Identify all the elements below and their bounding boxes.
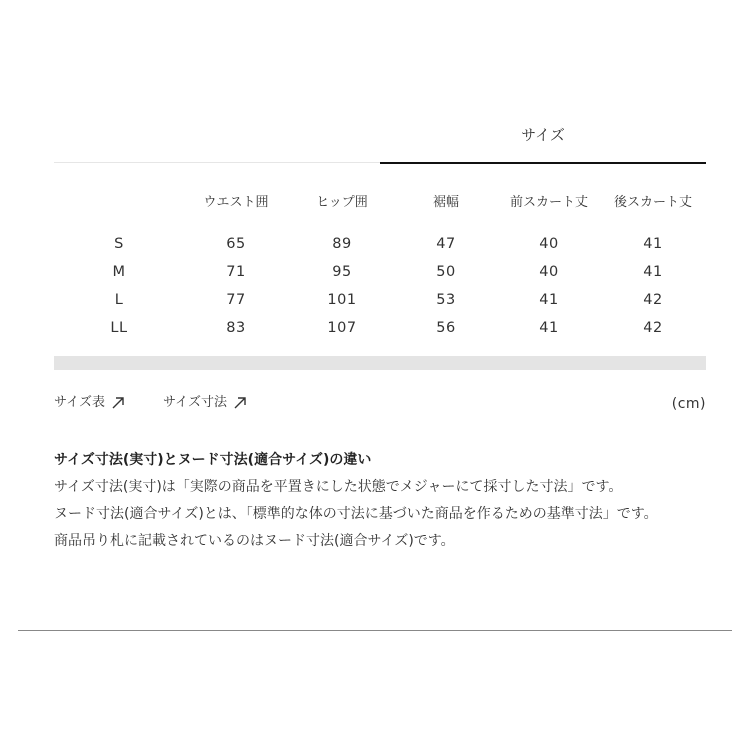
size-table [54,186,706,342]
table-header-hem-width: 裾幅 [432,195,459,210]
note-paragraph: ヌード寸法(適合サイズ)とは、「標準的な体の寸法に基づいた商品を作るための基準寸法」です。 [54,506,658,522]
table-cell: 107 [327,320,357,336]
note-paragraph: 商品吊り札に記載されているのはヌード寸法(適合サイズ)です。 [54,533,455,549]
table-cell: 53 [436,292,456,308]
table-cell: 42 [643,292,663,308]
table-header-back-length: 後スカート丈 [613,195,692,210]
size-note [54,446,714,557]
table-cell: 71 [226,264,246,280]
size-chart-link[interactable] [54,392,125,414]
section-divider [18,630,732,631]
table-cell: 50 [436,264,456,280]
table-header-front-length: 前スカート丈 [509,195,588,210]
table-header-waist: ウエスト囲 [203,195,269,210]
table-cell-size: L [114,292,124,308]
table-horizontal-scrollbar[interactable] [54,356,706,370]
table-cell: 47 [436,236,456,252]
note-title: サイズ寸法(実寸)とヌード寸法(適合サイズ)の違い [54,452,372,468]
note-paragraph: サイズ寸法(実寸)は「実際の商品を平置きにした状態でメジャーにて採寸した寸法」です。 [54,479,623,495]
size-dimensions-link-label: サイズ寸法 [163,395,227,410]
size-dimensions-link[interactable] [163,392,247,414]
unit-label: (cm) [671,396,706,412]
size-chart-link-label: サイズ表 [54,395,105,410]
table-cell: 41 [539,320,559,336]
table-cell-size: S [114,236,124,252]
table-cell: 83 [226,320,246,336]
tab-size[interactable]: サイズ [380,118,706,164]
table-row [54,286,706,314]
table-cell-size: LL [110,320,128,336]
table-cell: 41 [643,236,663,252]
table-cell: 56 [436,320,456,336]
external-arrow-icon [233,396,247,410]
table-cell: 40 [539,236,559,252]
table-header-hip: ヒップ囲 [316,195,368,210]
table-cell: 77 [226,292,246,308]
table-cell: 41 [643,264,663,280]
size-links [54,392,706,416]
table-cell: 89 [332,236,352,252]
tab-bar [54,118,706,164]
table-header-row [54,186,706,220]
table-cell: 40 [539,264,559,280]
table-row [54,314,706,342]
table-row [54,258,706,286]
table-cell: 65 [226,236,246,252]
table-cell: 101 [327,292,357,308]
external-arrow-icon [111,396,125,410]
table-cell: 41 [539,292,559,308]
tab-divider [54,162,380,163]
table-cell: 42 [643,320,663,336]
table-cell: 95 [332,264,352,280]
table-cell-size: M [112,264,126,280]
table-row [54,230,706,258]
